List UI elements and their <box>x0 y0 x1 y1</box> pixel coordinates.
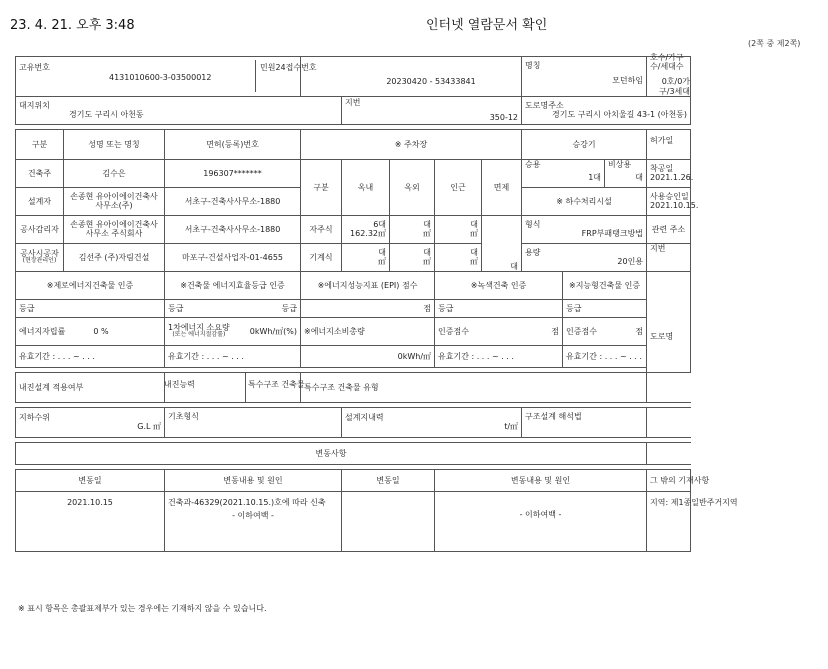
change-content-cell <box>165 491 342 551</box>
efficiency-grade-cell: 등급 등급 <box>165 299 301 317</box>
change-date-2 <box>342 491 435 551</box>
seismic-apply: 내진설계 적용여부 <box>16 372 165 402</box>
sewage-capacity-cell <box>522 243 647 271</box>
name-label: 명칭 <box>525 61 541 71</box>
groundwater-label: 지하수위 <box>19 413 50 423</box>
related-address: 관련 주소 <box>647 215 691 243</box>
total-energy-cell <box>301 317 435 345</box>
name-value: 모던하임 <box>612 76 644 86</box>
epi-header: ※에너지성능지표 (EPI) 점수 <box>301 271 435 299</box>
changes-col-date-1: 변동일 <box>16 469 165 491</box>
parking-mech-label: 기계식 <box>301 243 342 271</box>
units-value: 0호/0가구/3세대 <box>659 77 691 96</box>
self-indoor-area: 162.32㎡ <box>350 229 387 239</box>
changes-col-other: 그 밖의 기재사항 <box>647 469 691 491</box>
smart-validity: 유효기간 : . . . ~ . . . <box>563 345 647 367</box>
primary-label: 1차에너지 소요량 <box>168 323 230 333</box>
owner-role: 건축주 <box>16 159 64 187</box>
approval-date-cell <box>647 187 699 215</box>
parking-col-exempt: 면제 <box>482 159 522 215</box>
lot-label: 지번 <box>345 98 361 108</box>
parking-mech-outdoor: 대 ㎡ <box>390 243 435 271</box>
builder-role-sub: (현장관리인) <box>22 257 57 265</box>
analysis-label: 구조설계 해석법 <box>525 412 582 422</box>
efficiency-header: ※건축물 에너지효율등급 인증 <box>165 271 301 299</box>
civil-no-cell <box>301 57 522 97</box>
col-license: 면허(등록)번호 <box>165 129 301 159</box>
builder-license: 마포구-건설사업자-01-4655 <box>165 243 301 271</box>
supervisor-name: 손종현 유아이에이건축사사무소 주식회사 <box>64 215 165 243</box>
changes-col-content-1: 변동내용 및 원인 <box>165 469 342 491</box>
supervisor-license: 서초구-건축사사무소-1880 <box>165 215 301 243</box>
road-address-cell <box>647 271 691 372</box>
passenger-value: 1대 <box>588 173 602 183</box>
sewage-type-label: 형식 <box>525 220 541 230</box>
permit-label: 허가일 <box>650 135 674 145</box>
designer-role: 설계자 <box>16 187 64 215</box>
unique-no-cell <box>16 57 317 97</box>
unique-no-label: 고유번호 <box>19 63 50 73</box>
bearing-label: 설계지내력 <box>345 413 384 423</box>
road-cell <box>522 96 691 124</box>
emergency-label: 비상용 <box>608 160 632 170</box>
efficiency-validity: 유효기간 : . . . ~ . . . <box>165 345 301 367</box>
change-content-2 <box>435 491 647 551</box>
footnote: ※ 표시 항목은 총괄표제부가 있는 경우에는 기재하지 않을 수 있습니다. <box>18 604 267 613</box>
self-rate-label: 에너지자립률 <box>19 326 66 336</box>
foundation-cell <box>165 407 342 437</box>
civil-no-label: 민원24접수번호 <box>260 63 317 73</box>
self-rate-value: 0 % <box>93 326 109 336</box>
green-header: ※녹색건축 인증 <box>435 271 563 299</box>
approval-value: 2021.10.15. <box>650 201 699 211</box>
primary-unit: 0kWh/㎡(%) <box>249 327 298 337</box>
change-other: 지역: 제1종일반주거지역 <box>647 491 691 551</box>
owner-name: 김수은 <box>64 159 165 187</box>
lot-address-label: 지번 <box>650 243 666 253</box>
parking-col-division: 구분 <box>301 159 342 215</box>
primary-sub: (또는 에너지절감률) <box>172 331 226 339</box>
designer-name: 손종현 유아이에이건축사사무소(주) <box>64 187 165 215</box>
units-label: 호수/가구수/세대수 <box>650 53 684 72</box>
zero-energy-header: ※제로에너지건축물 인증 <box>16 271 165 299</box>
special-structure: 특수구조 건축물 <box>248 380 305 390</box>
parking-self-indoor <box>342 215 390 243</box>
name-cell <box>522 57 647 97</box>
sewage-type-cell <box>522 215 647 243</box>
groundwater-cell <box>16 407 165 437</box>
builder-name: 김선주 (주)자림건설 <box>64 243 165 271</box>
parking-title: ※ 주차장 <box>301 129 522 159</box>
parking-self-label: 자주식 <box>301 215 342 243</box>
owner-license: 196307******* <box>165 159 301 187</box>
sewage-type-value: FRP부패탱크방법 <box>581 229 644 239</box>
special-type: 특수구조 건축물 유형 <box>301 372 647 402</box>
supervisor-role: 공사감리자 <box>16 215 64 243</box>
road-value: 경기도 구리시 아치울길 43-1 (아천동) <box>551 110 688 120</box>
building-register-table <box>15 53 738 552</box>
green-grade: 등급 <box>435 299 563 317</box>
units-cell <box>647 53 691 97</box>
changes-col-date-2: 변동일 <box>342 469 435 491</box>
emergency-value: 대 <box>635 173 644 183</box>
passenger-label: 승용 <box>525 160 541 170</box>
lot-value: 350-12 <box>489 113 519 123</box>
location-label: 대지위치 <box>19 101 50 111</box>
start-label: 착공일 <box>650 164 674 174</box>
designer-license: 서초구-건축사사무소-1880 <box>165 187 301 215</box>
sewage-capacity-value: 20인용 <box>617 257 644 267</box>
road-address-label: 도로명 <box>650 331 674 341</box>
parking-col-nearby: 인근 <box>435 159 482 215</box>
bearing-unit: t/㎡ <box>504 422 519 432</box>
parking-col-indoor: 옥내 <box>342 159 390 215</box>
road-label: 도로명주소 <box>525 101 564 111</box>
start-value: 2021.1.26. <box>650 173 694 183</box>
change-date: 2021.10.15 <box>16 491 165 551</box>
bearing-cell <box>342 407 522 437</box>
epi-point: 점 <box>301 299 435 317</box>
approval-label: 사용승인일 <box>650 192 689 202</box>
foundation-label: 기초형식 <box>168 412 199 422</box>
self-indoor-count: 6대 <box>373 220 387 230</box>
change-content: 건축과-46329(2021.10.15.)호에 따라 신축 <box>168 497 326 507</box>
sewage-capacity-label: 용량 <box>525 248 541 258</box>
parking-mech-nearby: 대 ㎡ <box>435 243 482 271</box>
builder-role: 공사시공자 <box>20 249 59 259</box>
permit-date-cell <box>647 129 691 159</box>
parking-exempt: 대 <box>482 215 522 271</box>
seismic-capacity-cell <box>164 372 305 402</box>
parking-mech-indoor: 대 ㎡ <box>342 243 390 271</box>
lot-cell <box>342 96 522 124</box>
smart-header: ※지능형건축물 인증 <box>563 271 647 299</box>
elevator-passenger-cell <box>522 159 605 187</box>
location-value: 경기도 구리시 아천동 <box>69 110 144 120</box>
groundwater-unit: G.L ㎡ <box>137 422 161 432</box>
col-name: 성명 또는 명칭 <box>64 129 165 159</box>
total-label: ※에너지소비총량 <box>304 326 365 336</box>
elevator-emergency-cell <box>605 159 647 187</box>
col-division: 구분 <box>16 129 64 159</box>
green-score-cell: 인증점수 점 <box>435 317 563 345</box>
elevator-title: 승강기 <box>522 129 647 159</box>
zero-energy-validity: 유효기간 : . . . ~ . . . <box>16 345 165 367</box>
document-title: 인터넷 열람문서 확인 <box>426 18 548 33</box>
seismic-capacity: 내진능력 <box>164 380 195 390</box>
smart-grade: 등급 <box>563 299 647 317</box>
self-rate-cell <box>16 317 165 345</box>
changes-title: 변동사항 <box>16 442 647 464</box>
parking-self-nearby: 대 ㎡ <box>435 215 482 243</box>
zero-energy-grade: 등급 <box>16 299 165 317</box>
total-energy-unit: 0kWh/㎡ <box>301 345 435 367</box>
lot-address-cell <box>647 243 691 271</box>
changes-col-content-2: 변동내용 및 원인 <box>435 469 647 491</box>
start-date-cell <box>647 159 694 187</box>
header-datetime: 23. 4. 21. 오후 3:48 <box>10 18 135 33</box>
green-validity: 유효기간 : . . . ~ . . . <box>435 345 563 367</box>
location-cell <box>16 96 342 124</box>
smart-score-cell: 인증점수 점 <box>563 317 647 345</box>
primary-energy-cell <box>165 317 301 345</box>
parking-col-outdoor: 옥외 <box>390 159 435 215</box>
parking-self-outdoor: 대 ㎡ <box>390 215 435 243</box>
change-blank-1: - 이하여백 - <box>232 510 274 520</box>
analysis-cell <box>522 407 647 437</box>
change-blank-2: - 이하여백 - <box>519 509 562 519</box>
sewage-title: ※ 하수처리시설 <box>522 187 647 215</box>
builder-role-cell <box>16 243 64 271</box>
civil-no-value: 20230420 - 53433841 <box>386 76 476 86</box>
page-indicator: (2쪽 중 제2쪽) <box>748 39 801 48</box>
unique-no-value: 4131010600-3-03500012 <box>109 73 212 83</box>
